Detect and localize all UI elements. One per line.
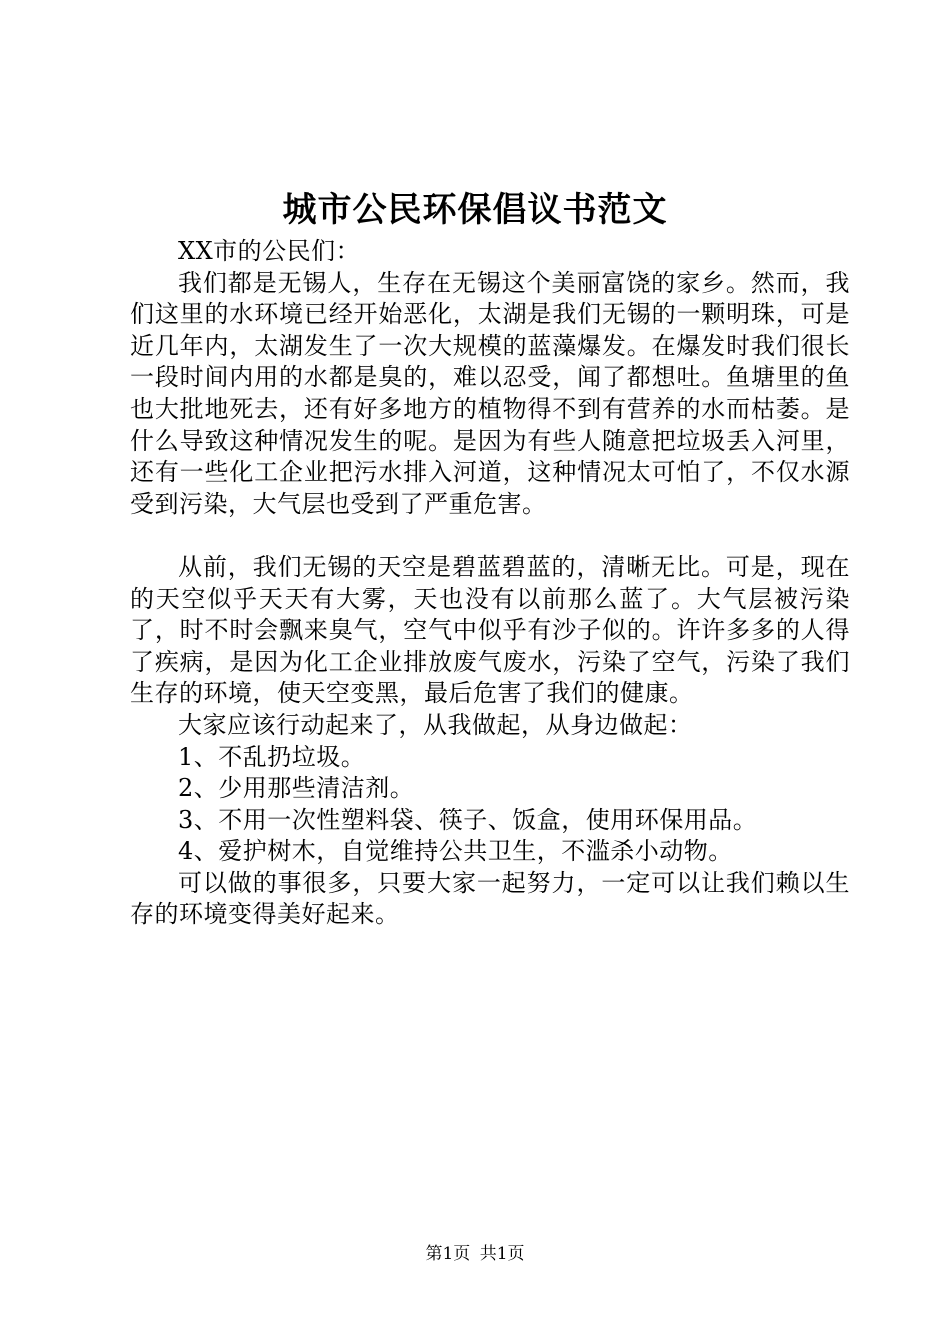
closing-paragraph: 可以做的事很多，只要大家一起努力，一定可以让我们赖以生存的环境变得美好起来。 bbox=[130, 868, 850, 929]
list-item: 4、爱护树木，自觉维持公共卫生，不滥杀小动物。 bbox=[178, 837, 733, 866]
list-item: 2、少用那些清洁剂。 bbox=[178, 774, 415, 803]
paragraph-call-to-action: 大家应该行动起来了，从我做起，从身边做起： bbox=[178, 710, 693, 739]
list-item: 1、不乱扔垃圾。 bbox=[178, 742, 366, 771]
list-item: 3、不用一次性塑料袋、筷子、饭盒，使用环保用品。 bbox=[178, 805, 758, 834]
document-title: 城市公民环保倡议书范文 bbox=[282, 190, 668, 230]
page-footer: 第1页 共1页 bbox=[425, 1244, 525, 1264]
paragraph-air: 从前，我们无锡的天空是碧蓝碧蓝的，清晰无比。可是，现在的天空似乎天天有大雾，天也没有以前那么蓝了。大气层被污染了，时不时会飘来臭气，空气中似乎有沙子似的。许许多多的人得了疾病，是因为化工企业排放废气废水，污染了空气，污染了我们生存的环境，使天空变黑，最后危害了我们的健康。 bbox=[130, 552, 850, 708]
document-body bbox=[130, 236, 850, 931]
salutation: XX市的公民们： bbox=[178, 237, 361, 265]
paragraph-water: 我们都是无锡人，生存在无锡这个美丽富饶的家乡。然而，我们这里的水环境已经开始恶化，太湖是我们无锡的一颗明珠，可是近几年内，太湖发生了一次大规模的蓝藻爆发。在爆发时我们很长一段时间内用的水都是臭的，难以忍受，闻了都想吐。鱼塘里的鱼也大批地死去，还有好多地方的植物得不到有营养的水而枯萎。是什么导致这种情况发生的呢。是因为有些人随意把垃圾丢入河里，还有一些化工企业把污水排入河道，这种情况太可怕了，不仅水源受到污染，大气层也受到了严重危害。 bbox=[130, 268, 850, 518]
